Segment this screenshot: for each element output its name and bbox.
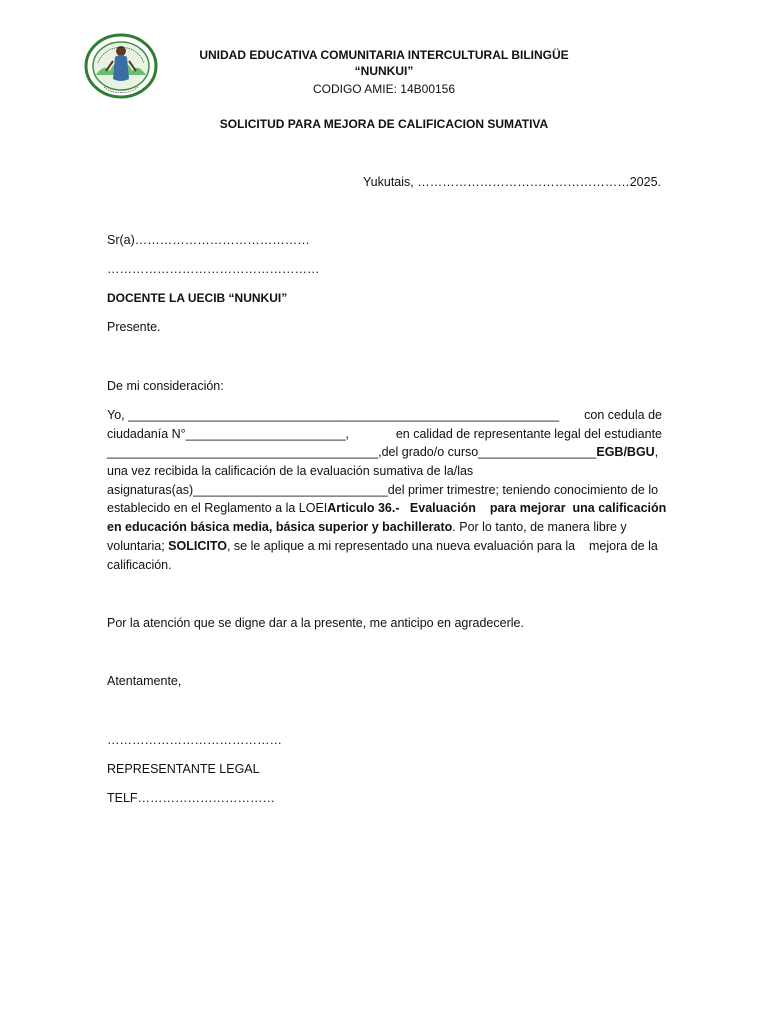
paragraph-text: calificación. bbox=[107, 557, 172, 572]
article-reference-cont: en educación básica media, básica superior y bachillerato bbox=[107, 520, 453, 535]
recipient-role: DOCENTE LA UECIB “NUNKUI” bbox=[107, 291, 288, 305]
id-blank: ciudadanía N°_______________________, bbox=[107, 426, 350, 441]
closing-text: Por la atención que se digne dar a la presente, me anticipo en agradecerle. bbox=[107, 616, 524, 630]
document-title: SOLICITUD PARA MEJORA DE CALIFICACION SUMATIVA bbox=[219, 117, 549, 131]
recipient-salutation: Sr(a)…………………………………… bbox=[107, 233, 310, 247]
greeting-text: De mi consideración: bbox=[107, 379, 224, 393]
paragraph-text: establecido en el Reglamento a la LOEI bbox=[107, 501, 328, 516]
institution-name: UNIDAD EDUCATIVA COMUNITARIA INTERCULTURAL BILINGÜE bbox=[199, 48, 569, 62]
paragraph-line-6 bbox=[107, 499, 667, 518]
paragraph-line-5 bbox=[107, 481, 662, 500]
student-grade-blank: _______________________________________,del grado/o curso_________________ bbox=[107, 445, 597, 460]
institution-short-name: “NUNKUI” bbox=[354, 64, 414, 78]
paragraph-text: en calidad de representante legal del estudiante bbox=[395, 426, 662, 441]
paragraph-line-2 bbox=[107, 425, 662, 444]
presente-text: Presente. bbox=[107, 320, 161, 334]
amie-code: CODIGO AMIE: 14B00156 bbox=[312, 82, 456, 96]
paragraph-text: , bbox=[654, 445, 659, 460]
signature-line: …………………………………… bbox=[107, 733, 282, 747]
solicito-keyword: SOLICITO bbox=[168, 538, 227, 553]
farewell-text: Atentamente, bbox=[107, 674, 182, 688]
paragraph-line-4 bbox=[107, 462, 662, 481]
paragraph-text: con cedula de bbox=[584, 408, 662, 422]
level-label: EGB/BGU bbox=[596, 445, 655, 460]
paragraph-text: una vez recibida la calificación de la evaluación sumativa de la/las bbox=[107, 464, 474, 479]
article-reference: Articulo 36.- Evaluación para mejorar una calificación bbox=[327, 501, 667, 516]
signature-label: REPRESENTANTE LEGAL bbox=[107, 762, 260, 776]
paragraph-line-8 bbox=[107, 537, 662, 556]
date-line: Yukutais, ……………………………………………2025. bbox=[363, 175, 661, 189]
paragraph-text: voluntaria; bbox=[107, 538, 169, 553]
paragraph-text: , se le aplique a mi representado una nueva evaluación para la mejora de la bbox=[226, 538, 658, 553]
paragraph-line-7 bbox=[107, 518, 662, 537]
subjects-blank: asignaturas(as)____________________________del primer trimestre; teniendo conocimiento de lo bbox=[107, 482, 659, 497]
paragraph-line-9 bbox=[107, 556, 662, 575]
paragraph-line-3 bbox=[107, 443, 662, 462]
request-paragraph bbox=[107, 406, 667, 574]
paragraph-text: . Por lo tanto, de manera libre y bbox=[452, 520, 627, 535]
paragraph-line-1 bbox=[107, 406, 662, 425]
phone-field: TELF…………………………… bbox=[107, 791, 276, 805]
name-blank: Yo, ______________________________________________________________ bbox=[107, 408, 560, 422]
recipient-dotted-line: …………………………………………… bbox=[107, 262, 320, 276]
